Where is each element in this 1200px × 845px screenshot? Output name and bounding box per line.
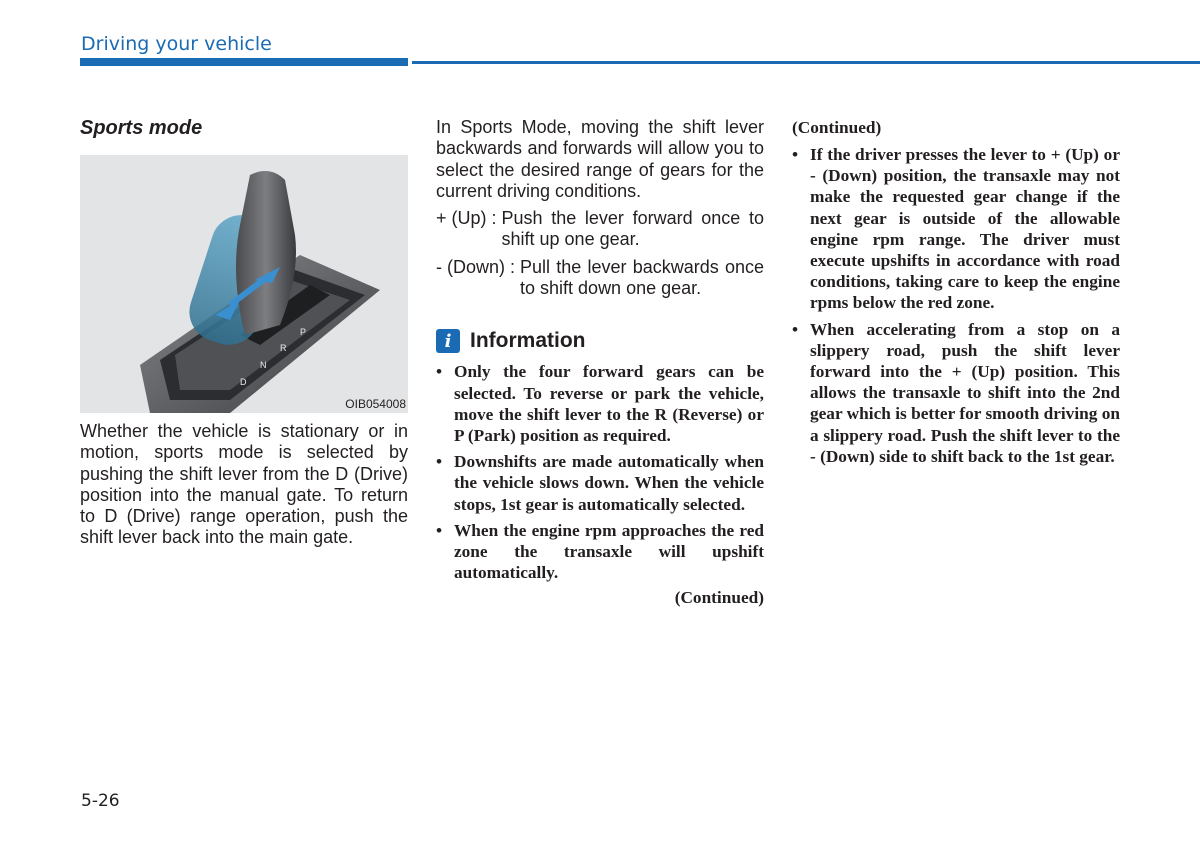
up-instruction (436, 208, 764, 251)
list-item: • If the driver presses the lever to + (Up) or - (Down) position, the transaxle may not make the requested gear change if the next gear is outside of the allowable engine rpm range. The driver must execute upshifts in accordance with road conditions, taking care to keep the engine rpms below the red zone. (792, 144, 1120, 314)
gear-mark-r: R (280, 343, 287, 353)
down-label: - (Down) : (436, 256, 521, 277)
up-text: Push the lever forward once to shift up one gear. (501, 208, 764, 250)
header-rule-thick (80, 58, 408, 66)
information-title: Information (470, 329, 586, 353)
up-label: + (Up) : (436, 208, 502, 229)
gear-mark-d: D (240, 377, 247, 387)
continued-label: (Continued) (674, 588, 764, 608)
sports-mode-heading: Sports mode (80, 117, 203, 139)
information-list (436, 361, 764, 583)
section-title: Driving your vehicle (81, 33, 272, 55)
shift-lever-figure (80, 155, 408, 413)
sports-mode-description: Whether the vehicle is stationary or in motion, sports mode is selected by pushing the shift lever from the D (Drive) position into the manual gate. To return to D (Drive) range operation, push the shift lever back into the main gate. (80, 421, 408, 548)
sports-mode-intro: In Sports Mode, moving the shift lever backwards and forwards will allow you to select the desired range of gears for the current driving conditions. (436, 117, 764, 201)
right-column (792, 117, 1120, 472)
shift-lever-illustration-icon (80, 155, 408, 413)
down-text: Pull the lever backwards once to shift down one gear. (520, 256, 764, 299)
list-item: • When accelerating from a stop on a slippery road, push the shift lever forward into the + (Up) position. This allows the transaxle to shift into the 2nd gear which is better for smooth driving on a slippery road. Push the shift lever to the - (Down) side to shift back to the 1st gear. (792, 319, 1120, 467)
continued-information-list (792, 144, 1120, 467)
continued-heading: (Continued) (792, 118, 882, 137)
gear-mark-n: N (260, 360, 267, 370)
figure-code: OIB054008 (345, 397, 406, 411)
list-item: • Only the four forward gears can be selected. To reverse or park the vehicle, move the shift lever to the R (Reverse) or P (Park) position as required. (436, 361, 764, 446)
information-icon: i (436, 329, 460, 353)
header-rule-thin (412, 61, 1200, 64)
page-number: 5-26 (81, 791, 120, 811)
down-instruction (436, 257, 764, 300)
gear-mark-p: P (300, 327, 307, 337)
information-header (436, 329, 764, 353)
left-column (80, 115, 408, 549)
list-item: • When the engine rpm approaches the red zone the transaxle will upshift automatically. (436, 520, 764, 584)
list-item: • Downshifts are made automatically when the vehicle slows down. When the vehicle stops, 1st gear is automatically selected. (436, 451, 764, 515)
middle-column (436, 117, 764, 608)
